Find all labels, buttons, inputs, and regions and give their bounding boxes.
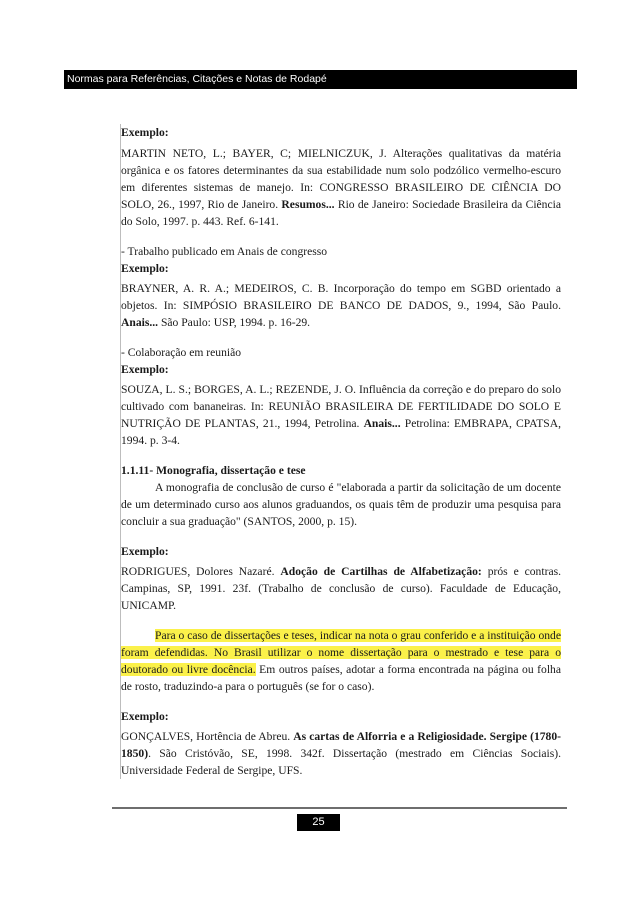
- reference-souza: [121, 381, 561, 449]
- section-title-anais: - Trabalho publicado em Anais de congresso: [121, 245, 328, 258]
- reference-text: SOUZA, L. S.; BORGES, A. L.; REZENDE, J. O. Influência da correção e do preparo do solo cultivado com bananeiras. In: REUNIÃO BRASILEIRA DE FERTILIDADE DO SOLO E NUTRIÇÃO DE PLANTAS, 21., 1994, Petrolina.: [121, 383, 561, 430]
- reference-tail: prós e contras. Campinas, SP, 1991. 23f. (Trabalho de conclusão de curso). Faculdade de Educação, UNICAMP.: [121, 565, 561, 612]
- footer-divider: [112, 807, 567, 809]
- reference-text: BRAYNER, A. R. A.; MEDEIROS, C. B. Incorporação do tempo em SGBD orientado a objetos. In: SIMPÓSIO BRASILEIRO DE BANCO DE DADOS, 9., 1994, São Paulo.: [121, 282, 561, 312]
- reference-tail: Rio de Janeiro: Sociedade Brasileira da Ciência do Solo, 1997. p. 443. Ref. 6-141.: [121, 198, 561, 228]
- reference-text: MARTIN NETO, L.; BAYER, C; MIELNICZUK, J. Alterações qualitativas da matéria orgânica e os fatores determinantes da sua estabilidade num solo podzólico vermelho-escuro em diferentes sistemas de manejo. In: CONGRESSO BRASILEIRO DE CIÊNCIA DO SOLO, 26., 1997, Rio de Janeiro.: [121, 147, 561, 211]
- paragraph-monografia: A monografia de conclusão de curso é "elaborada a partir da solicitação de um docente de um determinado curso aos alunos graduandos, os quais têm de produzir uma pesquisa para concluir a sua graduação" (SANTOS, 2000, p. 15).: [121, 481, 561, 528]
- reference-martin-neto: [121, 145, 561, 230]
- reference-tail: Petrolina: EMBRAPA, CPATSA, 1994. p. 3-4.: [121, 417, 561, 447]
- example-label: Exemplo:: [121, 126, 169, 139]
- running-header-title: Normas para Referências, Citações e Notas de Rodapé: [67, 73, 327, 85]
- highlighted-text: Para o caso de dissertações e teses, indicar na nota o grau conferido e a instituição onde foram defendidas. No Brasil utilizar o nome dissertação para o mestrado e tese para o doutorado ou livre docência.: [121, 629, 561, 676]
- reference-tail: São Paulo: USP, 1994. p. 16-29.: [158, 316, 311, 329]
- paragraph-tail: Em outros países, adotar a forma encontrada na página ou folha de rosto, traduzindo-a para o português (se for o caso).: [121, 663, 562, 693]
- reference-bold: As cartas de Alforria e a Religiosidade. Sergipe (1780-1850): [121, 730, 561, 760]
- page-number: 25: [297, 814, 340, 831]
- reference-text: RODRIGUES, Dolores Nazaré.: [121, 565, 281, 578]
- example-label: Exemplo:: [121, 262, 169, 275]
- example-label: Exemplo:: [121, 545, 169, 558]
- content-column: [121, 124, 561, 779]
- running-header: [64, 70, 577, 89]
- paragraph-dissertacoes: [121, 627, 561, 695]
- page-body: [120, 124, 561, 779]
- reference-bold: Resumos...: [281, 198, 335, 211]
- reference-goncalves: [121, 728, 561, 779]
- reference-brayner: [121, 280, 561, 331]
- section-heading-monografia: 1.1.11- Monografia, dissertação e tese: [121, 464, 306, 477]
- example-label: Exemplo:: [121, 363, 169, 376]
- reference-text: GONÇALVES, Hortência de Abreu.: [121, 730, 294, 743]
- reference-bold: Anais...: [121, 316, 159, 329]
- reference-tail: . São Cristóvão, SE, 1998. 342f. Dissertação (mestrado em Ciências Sociais). Universidade Federal de Sergipe, UFS.: [121, 747, 561, 777]
- reference-rodrigues: [121, 563, 561, 614]
- reference-bold: Anais...: [363, 417, 401, 430]
- example-label: Exemplo:: [121, 710, 169, 723]
- section-title-reuniao: - Colaboração em reunião: [121, 346, 242, 359]
- reference-bold: Adoção de Cartilhas de Alfabetização:: [280, 565, 482, 578]
